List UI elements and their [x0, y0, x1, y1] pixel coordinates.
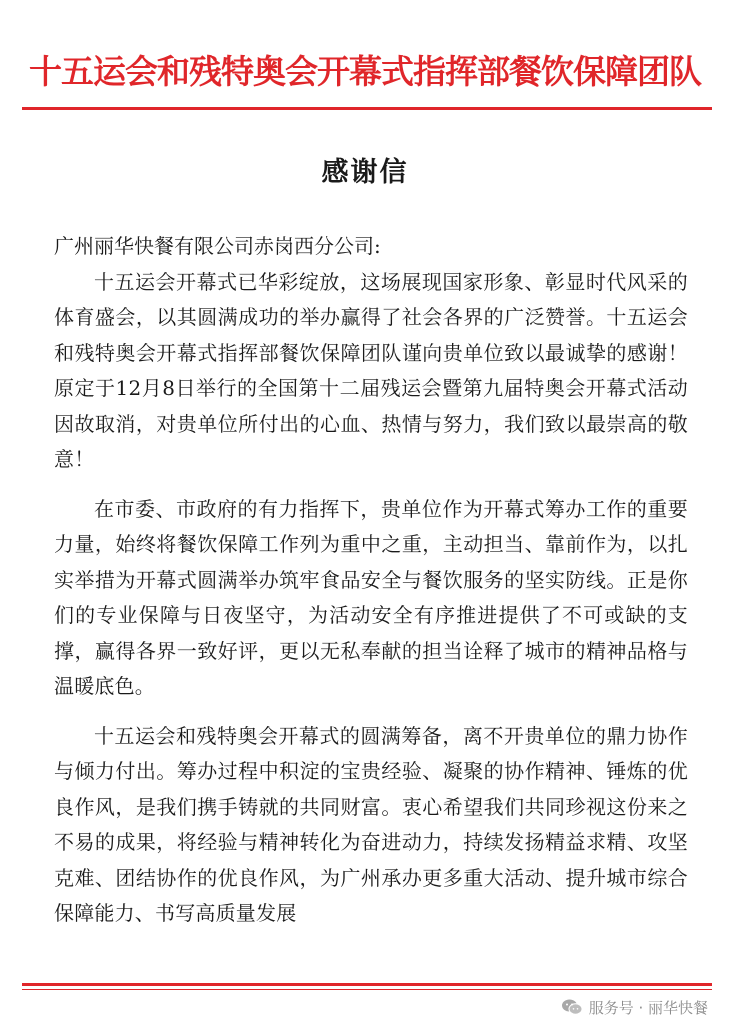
paragraph: 十五运会开幕式已华彩绽放，这场展现国家形象、彰显时代风采的体育盛会，以其圆满成功的举办赢得了社会各界的广泛赞誉。十五运会和残特奥会开幕式指挥部餐饮保障团队谨向贵单位致以最诚挚的感谢！原定于12月8日举行的全国第十二届残运会暨第九届特奥会开幕式活动因故取消，对贵单位所付出的心血、热情与努力，我们致以最崇高的敬意！: [54, 269, 688, 471]
letter-title: 感谢信: [321, 157, 409, 188]
watermark-text: 服务号 · 丽华快餐: [588, 998, 708, 1017]
letter-body: [54, 229, 688, 946]
footer-divider-thin: [22, 989, 712, 990]
paragraph: 在市委、市政府的有力指挥下，贵单位作为开幕式筹办工作的重要力量，始终将餐饮保障工作列为重中之重，主动担当、靠前作为，以扎实举措为开幕式圆满举办筑牢食品安全与餐饮服务的坚实防线。正是你们的专业保障与日夜坚守，为活动安全有序推进提供了不可或缺的支撑，赢得各界一致好评，更以无私奉献的担当诠释了城市的精神品格与温暖底色。: [54, 496, 688, 698]
watermark: [561, 996, 708, 1018]
paragraph: 十五运会和残特奥会开幕式的圆满筹备，离不开贵单位的鼎力协作与倾力付出。筹办过程中积淀的宝贵经验、凝聚的协作精神、锤炼的优良作风，是我们携手铸就的共同财富。衷心希望我们共同珍视这份来之不易的成果，将经验与精神转化为奋进动力，持续发扬精益求精、攻坚克难、团结协作的优良作风，为广州承办更多重大活动、提升城市综合保障能力、书写高质量发展: [54, 723, 688, 925]
header-divider: [22, 107, 712, 110]
salutation: 广州丽华快餐有限公司赤岗西分公司:: [54, 234, 381, 258]
footer-divider: [22, 983, 712, 986]
org-title: 十五运会和残特奥会开幕式指挥部餐饮保障团队: [29, 52, 701, 91]
wechat-icon: [561, 998, 583, 1016]
